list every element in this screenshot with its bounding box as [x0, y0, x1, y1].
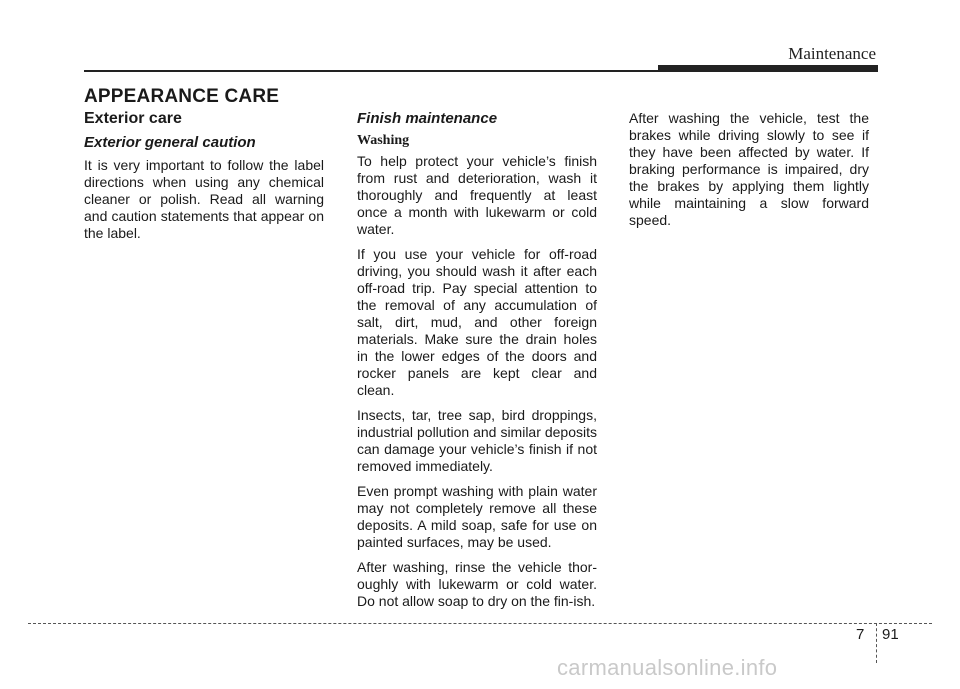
column-1 [84, 110, 324, 250]
paragraph: After washing, rinse the vehicle thor-oughly with lukewarm or cold water. Do not allow soap to dry on the fin-ish. [357, 559, 597, 609]
paragraph: After washing the vehicle, test the brakes while driving slowly to see if they have been affected by water. If braking performance is impaired, dry the brakes by applying them lightly while maintaining a slow forward speed. [629, 110, 869, 228]
paragraph: To help protect your vehicle’s finish from rust and deterioration, wash it thoroughly and frequently at least once a month with lukewarm or cold water. [357, 153, 597, 237]
watermark: carmanualsonline.info [557, 655, 778, 680]
paragraph: Insects, tar, tree sap, bird droppings, industrial pollution and similar deposits can damage your vehicle’s finish if not removed immediately. [357, 407, 597, 474]
washing-label: Washing [357, 133, 410, 148]
paragraph: If you use your vehicle for off-road driving, you should wash it after each off-road trip. Pay special attention to the removal of any accumulation of salt, dirt, mud, and other foreign materials. Make sure the drain holes in the lower edges of the doors and rocker panels are kept clear and clean. [357, 246, 597, 398]
paragraph: Even prompt washing with plain water may not completely remove all these deposits. A mild soap, safe for use on painted surfaces, may be used. [357, 483, 597, 550]
footer-rule [28, 623, 932, 624]
exterior-caution-subheading: Exterior general caution [84, 134, 256, 151]
page-number: 91 [882, 626, 899, 643]
running-header: Maintenance [788, 44, 876, 63]
page-number-divider [876, 623, 877, 663]
finish-maintenance-subheading: Finish maintenance [357, 110, 498, 127]
section-title: APPEARANCE CARE [84, 86, 280, 107]
exterior-care-heading: Exterior care [84, 110, 182, 127]
column-3 [629, 110, 869, 237]
chapter-number: 7 [856, 626, 865, 643]
column-2 [357, 110, 597, 618]
header-rule-bar [658, 65, 878, 72]
header-rule [84, 70, 664, 72]
paragraph: It is very important to follow the label directions when using any chemical cleaner or polish. Read all warning and caution statements that appear on the label. [84, 157, 324, 241]
